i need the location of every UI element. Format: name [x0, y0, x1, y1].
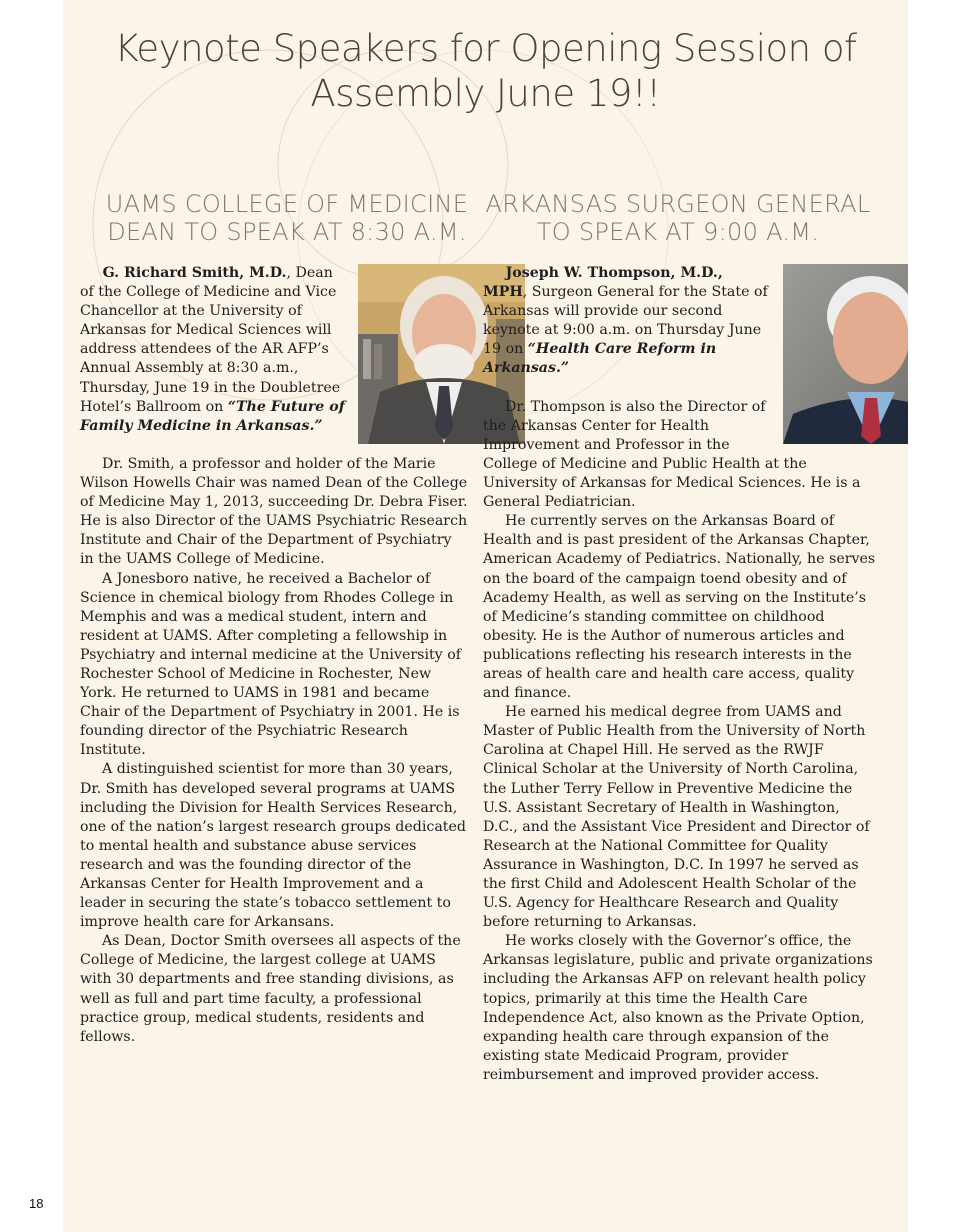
- right-heading-line-2: TO SPEAK AT 9:00 A.M.: [536, 218, 820, 246]
- thompson-talk-title: “Health Care Reform in Arkansas.”: [483, 341, 717, 377]
- right-paragraph: Dr. Thompson is also the Director of the Arkansas Center for Health Improvement and Professor in the College of Medicine and Public Health at the University of Arkansas for Medical Sciences. He is a General Pediatrician.: [483, 398, 861, 511]
- smith-name: G. Richard Smith, M.D.: [102, 265, 287, 281]
- left-paragraph: A distinguished scientist for more than 30 years, Dr. Smith has developed several programs at UAMS including the Division for Health Services Research, one of the nation’s largest research groups dedicated to mental health and substance abuse services research and was the founding director of the Arkansas Center for Health Improvement and a leader in securing the state’s tobacco settlement to improve health care for Arkansans.: [80, 761, 466, 931]
- right-article: [483, 264, 878, 1085]
- right-paragraph: He earned his medical degree from UAMS and Master of Public Health from the University of North Carolina at Chapel Hill. He served as the RWJF Clinical Scholar at the University of North Carolina, the Luther Terry Fellow in Preventive Medicine the U.S. Assistant Secretary of Health in Washington, D.C., and the Assistant Vice President and Director of Research at the National Committee for Quality Assurance in Washington, D.C. In 1997 he served as the first Child and Adolescent Health Scholar of the U.S. Agency for Healthcare Research and Quality before returning to Arkansas.: [483, 704, 870, 931]
- right-paragraph: He works closely with the Governor’s office, the Arkansas legislature, public and private organizations including the Arkansas AFP on relevant health policy topics, primarily at this time the Health Care Independence Act, also known as the Private Option, expanding health care through expansion of the existing state Medicaid Program, provider reimbursement and improved provider access.: [483, 933, 873, 1083]
- thompson-name: Joseph W. Thompson, M.D., MPH: [483, 265, 723, 301]
- smith-intro: , Dean of the College of Medicine and Vice Chancellor at the University of Arkansas for Medical Sciences will address attendees of the AR AFP’s Annual Assembly at 8:30 a.m., Thursday, June 19 in the Doubletree Hotel’s Ballroom on: [80, 265, 341, 415]
- smith-talk-title: “The Future of Family Medicine in Arkansas.”: [80, 398, 345, 434]
- left-paragraph: A Jonesboro native, he received a Bachelor of Science in chemical biology from Rhodes College in Memphis and was a medical student, intern and resident at UAMS. After completing a fellowship in Psychiatry and internal medicine at the University of Rochester School of Medicine in Rochester, New York. He returned to UAMS in 1981 and became Chair of the Department of Psychiatry in 2001. He is founding director of the Psychiatric Research Institute.: [80, 570, 462, 759]
- thompson-intro: , Surgeon General for the State of Arkansas will provide our second keynote at 9:00 a.m. on Thursday June 19 on: [483, 284, 768, 358]
- left-paragraph: Dr. Smith, a professor and holder of the Marie Wilson Howells Chair was named Dean of the College of Medicine May 1, 2013, succeeding Dr. Debra Fiser. He is also Director of the UAMS Psychiatric Research Institute and Chair of the Department of Psychiatry in the UAMS College of Medicine.: [80, 455, 468, 568]
- left-column-heading: [85, 190, 489, 246]
- page-title: Keynote Speakers for Opening Session of Assembly June 19!!: [114, 27, 857, 115]
- left-heading-line-1: UAMS COLLEGE OF MEDICINE: [105, 190, 469, 218]
- left-article: [80, 264, 468, 1047]
- page: [63, 0, 908, 1232]
- right-column-heading: [478, 190, 878, 246]
- thompson-photo: [783, 264, 908, 444]
- right-heading-line-1: ARKANSAS SURGEON GENERAL: [485, 190, 871, 218]
- left-heading-line-2: DEAN TO SPEAK AT 8:30 A.M.: [107, 218, 467, 246]
- left-paragraph: As Dean, Doctor Smith oversees all aspects of the College of Medicine, the largest college at UAMS with 30 departments and free standing divisions, as well as full and part time faculty, a professional practice group, medical students, residents and fellows.: [80, 933, 461, 1045]
- right-paragraph: He currently serves on the Arkansas Board of Health and is past president of the Arkansas Chapter, American Academy of Pediatrics. Nationally, he serves on the board of the campaign toend obesity and of Academy Health, as well as serving on the Institute’s of Medicine’s standing committee on childhood obesity. He is the Author of numerous articles and publications reflecting his research interests in the areas of health care and health care access, quality and finance.: [483, 513, 876, 702]
- page-number: 18: [29, 1196, 44, 1211]
